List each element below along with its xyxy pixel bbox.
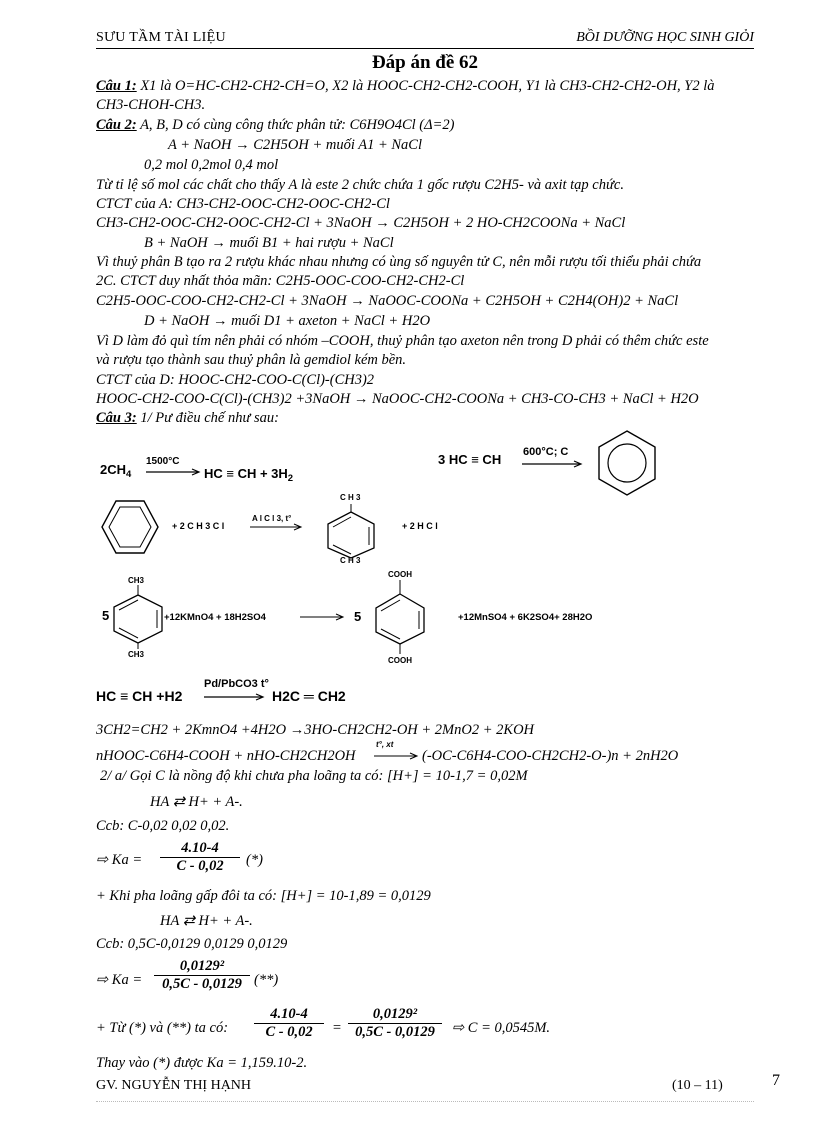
r3-reagent: + 2 C H 3 C l	[172, 521, 225, 531]
q3-eq7a: nHOOC-C6H4-COOH + nHO-CH2CH2OH	[96, 748, 356, 764]
xylene-oxidized	[108, 585, 168, 651]
r3-arrow-label: A l C l 3, t°	[252, 514, 292, 523]
r1-arrow	[146, 468, 202, 476]
r4-ch3-top: CH3	[128, 576, 145, 585]
r4-reagent: +12KMnO4 + 18H2SO4	[164, 612, 266, 623]
q3-eq7-arrow-label: t°, xt	[376, 740, 394, 749]
q2-intro: Câu 2: A, B, D có cùng công thức phân tử: C6H9O4Cl (Δ=2)	[96, 117, 455, 133]
footer-author: GV. NGUYỄN THỊ HẠNH	[96, 1078, 252, 1093]
q2-explain-b1: Vì thuỷ phân B tạo ra 2 rượu khác nhau nhưng có ùng số nguyên tử C, nên mỗi rượu tối thiểu phải chứa	[96, 254, 702, 270]
q2-explain-d2: và rượu tạo thành sau thuỷ phân là gemdiol kém bền.	[96, 352, 407, 368]
r4-cooh-bot: COOH	[388, 656, 412, 665]
r2-arrow	[522, 460, 584, 468]
q2-equation-a: CH3-CH2-OOC-CH2-OOC-CH2-Cl + 3NaOH → C2H5OH + 2 HO-CH2COONa + NaCl	[96, 215, 626, 231]
q3-dilution: + Khi pha loãng gấp đôi ta có: [H+] = 10-1,89 = 0,0129	[96, 888, 431, 904]
q3-ka1-fraction: $\frac{4.10-4}{C - 0,02}$	[160, 840, 240, 875]
q3-from-label: + Từ (*) và (**) ta có:	[96, 1020, 229, 1036]
q3-ka1-tag: (*)	[246, 852, 263, 868]
q3-ka2-fraction: $\frac{\text{0,0129²}}{0,5C - 0,0129}$	[154, 958, 250, 993]
q2-explain-d1: Vì D làm đỏ quì tím nên phải có nhóm –COOH, thuỷ phân tạo axeton nên trong D phải có thêm chức este	[96, 333, 709, 349]
q2-reaction-d: D + NaOH → muối D1 + axeton + NaCl + H2O	[144, 313, 431, 329]
q3-ccb2: Ccb: 0,5C-0,0129 0,0129 0,0129	[96, 936, 288, 952]
r3-ch3-bot: C H 3	[340, 556, 361, 565]
q2-moles-a: 0,2 mol 0,2mol 0,4 mol	[144, 157, 279, 173]
r1-left: $2CH_4$	[100, 462, 132, 480]
q3-ka2-tag: (**)	[254, 972, 279, 988]
r5-right: H2C ═ CH2	[272, 688, 346, 704]
r5-arrow-label: Pd/PbCO3 t°	[204, 678, 269, 690]
r1-right: HC ≡ CH + $3H_2$	[204, 466, 294, 484]
r3-arrow	[250, 523, 304, 531]
header-left: SƯU TẦM TÀI LIỆU	[96, 30, 226, 45]
r5-arrow	[204, 693, 266, 701]
r4-coef: 5	[102, 608, 110, 623]
q2-equation-b: C2H5-OOC-COO-CH2-CH2-Cl + 3NaOH → NaOOC-COONa + C2H5OH + C2H4(OH)2 + NaCl	[96, 293, 679, 309]
q3-from-result: ⇨ C = 0,0545M.	[452, 1020, 551, 1036]
page-number: 7	[772, 1072, 780, 1089]
r4-product: +12MnSO4 + 6K2SO4+ 28H2O	[458, 612, 593, 623]
page-header	[96, 28, 754, 49]
q3-ccb1: Ccb: C-0,02 0,02 0,02.	[96, 818, 230, 834]
q3-eq7-arrow	[374, 752, 420, 760]
terephthalic-acid	[368, 580, 432, 656]
q3-ka1-label: ⇨ Ka =	[96, 852, 143, 868]
r1-arrow-label: 1500°C	[146, 456, 180, 467]
r2-left: 3 HC ≡ CH	[438, 452, 502, 467]
q3-from-frac1: $\frac{4.10-4}{C - 0,02}$	[254, 1006, 324, 1041]
q3-eq7b: (-OC-C6H4-COO-CH2CH2-O-)n + 2nH2O	[422, 748, 679, 764]
r5-left: HC ≡ CH +H2	[96, 688, 183, 704]
footer-year: (10 – 11)	[672, 1078, 723, 1093]
benzene-reactant	[98, 498, 162, 556]
q2-equation-d: HOOC-CH2-COO-C(Cl)-(CH3)2 +3NaOH → NaOOC-CH2-COONa + CH3-CO-CH3 + NaCl + H2O	[96, 391, 699, 407]
q1-line2: CH3-CHOH-CH3.	[96, 97, 206, 113]
q3-eq-ha2: HA ⇄ H+ + A-.	[160, 913, 253, 929]
q2-reaction-b: B + NaOH → muối B1 + hai rượu + NaCl	[144, 235, 394, 251]
q3-eq-ha: HA ⇄ H+ + A-.	[150, 794, 243, 810]
r2-arrow-label: 600°C; C	[523, 446, 569, 458]
q3-intro: Câu 3: 1/ Pư điều chế như sau:	[96, 410, 279, 426]
r3-ch3-top: C H 3	[340, 493, 361, 502]
q3-substitute: Thay vào (*) được Ka = 1,159.10-2.	[96, 1055, 308, 1071]
bottom-divider	[96, 1101, 754, 1102]
q2-explain-b2: 2C. CTCT duy nhất thỏa mãn: C2H5-OOC-COO-CH2-CH2-Cl	[96, 273, 465, 289]
r4-coef2: 5	[354, 609, 362, 624]
r4-cooh-top: COOH	[388, 570, 412, 579]
q3-from-eq: =	[332, 1020, 342, 1036]
q2-ctct-d: CTCT của D: HOOC-CH2-COO-C(Cl)-(CH3)2	[96, 372, 375, 388]
r4-ch3-bot: CH3	[128, 650, 145, 659]
benzene-product	[592, 428, 662, 498]
r3-product: + 2 H C l	[402, 521, 438, 531]
xylene	[316, 502, 386, 562]
q3-eq6: 3CH2=CH2 + 2KmnO4 +4H2O →3HO-CH2CH2-OH + 2MnO2 + 2KOH	[96, 722, 535, 738]
q3-ka2-label: ⇨ Ka =	[96, 972, 143, 988]
q2-ctct-a: CTCT của A: CH3-CH2-OOC-CH2-OOC-CH2-Cl	[96, 196, 390, 212]
q2-conclusion: Từ tỉ lệ số mol các chất cho thấy A là este 2 chức chứa 1 gốc rượu C2H5- và axit tạp chức.	[96, 177, 624, 193]
q1-line1: Câu 1: X1 là O=HC-CH2-CH2-CH=O, X2 là HOOC-CH2-CH2-COOH, Y1 là CH3-CH2-CH2-OH, Y2 là	[96, 78, 715, 94]
q3-from-frac2: $\frac{\text{0,0129²}}{0,5C - 0,0129}$	[348, 1006, 442, 1041]
q2-reaction-a: A + NaOH → C2H5OH + muối A1 + NaCl	[168, 137, 422, 153]
r4-arrow	[300, 613, 346, 621]
header-right: BỒI DƯỠNG HỌC SINH GIỎI	[576, 30, 754, 45]
q3-part2: 2/ a/ Gọi C là nồng độ khi chưa pha loãng ta có: [H+] = 10-1,7 = 0,02M	[100, 768, 528, 784]
page-title: Đáp án đề 62	[371, 52, 479, 73]
